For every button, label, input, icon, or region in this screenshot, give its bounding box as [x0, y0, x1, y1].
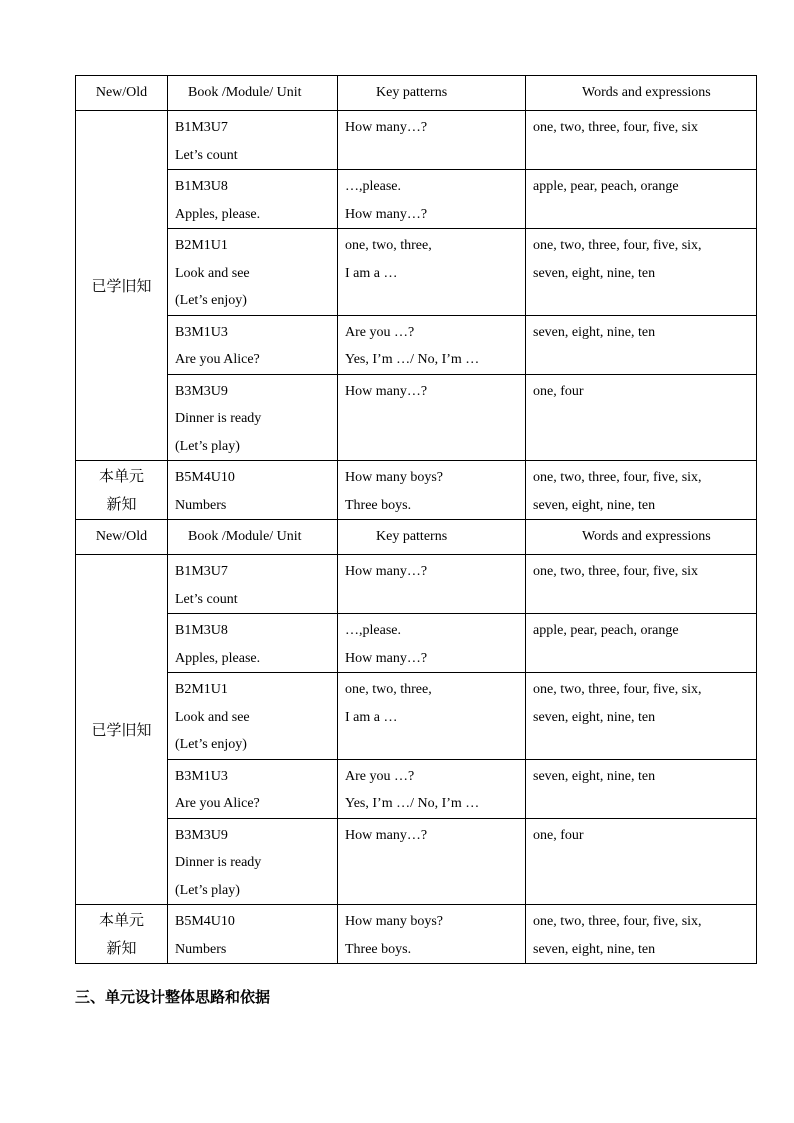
header-words-expressions: Words and expressions [526, 76, 757, 111]
cell-line: B5M4U10 [175, 470, 235, 485]
cell-line: one, two, three, four, five, six, [533, 682, 702, 697]
words-cell [526, 555, 757, 614]
cell-line: (Let’s play) [175, 882, 240, 898]
cell-line: How many…? [345, 120, 428, 135]
group-label [76, 905, 168, 964]
unit-cell [168, 555, 338, 614]
cell-line: Numbers [175, 497, 227, 513]
table-row [76, 170, 757, 229]
cell-line: Let’s count [175, 591, 238, 607]
cell-line: Are you Alice? [175, 352, 260, 367]
group-label-line: 本单元 [98, 911, 144, 929]
cell-line: Look and see [175, 709, 250, 725]
cell-line: Three boys. [345, 497, 412, 513]
cell-line: …,please. [345, 179, 401, 194]
words-cell [526, 170, 757, 229]
cell-line: B2M1U1 [175, 682, 228, 697]
cell-line: apple, pear, peach, orange [533, 179, 679, 194]
cell-line: B1M3U7 [175, 564, 228, 579]
table-row [76, 673, 757, 760]
unit-cell [168, 374, 338, 461]
cell-line: seven, eight, nine, ten [533, 941, 656, 957]
key-patterns-cell [338, 614, 526, 673]
unit-cell [168, 315, 338, 374]
cell-line: How many…? [345, 827, 428, 843]
words-cell [526, 374, 757, 461]
group-label-line: 已学旧知 [91, 276, 152, 295]
words-cell [526, 818, 757, 905]
cell-line: one, two, three, [345, 682, 432, 697]
header-new-old: New/Old [76, 76, 168, 111]
unit-cell [168, 905, 338, 964]
cell-line: Let’s count [175, 147, 238, 163]
cell-line: seven, eight, nine, ten [533, 768, 656, 784]
cell-line: one, two, three, four, five, six [533, 564, 699, 579]
table-row [76, 374, 757, 461]
cell-line: I am a … [345, 709, 398, 725]
words-cell [526, 229, 757, 316]
header-new-old: New/Old [76, 520, 168, 555]
cell-line: How many boys? [345, 470, 443, 485]
key-patterns-cell [338, 111, 526, 170]
group-label [76, 111, 168, 461]
cell-line: apple, pear, peach, orange [533, 623, 679, 638]
cell-line: Apples, please. [175, 650, 261, 666]
cell-line: B3M3U9 [175, 383, 228, 399]
words-cell [526, 614, 757, 673]
cell-line: one, two, three, [345, 238, 432, 253]
header-key-patterns: Key patterns [338, 76, 526, 111]
cell-line: B3M1U3 [175, 324, 228, 340]
cell-line: Look and see [175, 265, 250, 281]
header-words-expressions: Words and expressions [526, 520, 757, 555]
cell-line: one, four [533, 827, 584, 843]
unit-cell [168, 673, 338, 760]
group-label-line: 已学旧知 [91, 720, 152, 739]
table-row [76, 759, 757, 818]
cell-line: Are you …? [345, 768, 415, 784]
words-cell [526, 111, 757, 170]
words-cell [526, 315, 757, 374]
cell-line: Yes, I’m …/ No, I’m … [345, 352, 480, 367]
key-patterns-cell [338, 315, 526, 374]
words-cell [526, 673, 757, 760]
table-row [76, 315, 757, 374]
cell-line: How many boys? [345, 914, 443, 929]
cell-line: B2M1U1 [175, 238, 228, 253]
table-row [76, 111, 757, 170]
cell-line: B1M3U7 [175, 120, 228, 135]
unit-cell [168, 229, 338, 316]
unit-cell [168, 759, 338, 818]
cell-line: B3M1U3 [175, 768, 228, 784]
words-cell [526, 461, 757, 520]
unit-comparison-table [75, 75, 757, 964]
cell-line: B1M3U8 [175, 179, 228, 194]
cell-line: Are you …? [345, 324, 415, 340]
header-row [76, 76, 757, 111]
cell-line: seven, eight, nine, ten [533, 709, 656, 725]
table-row [76, 555, 757, 614]
cell-line: one, two, three, four, five, six, [533, 470, 702, 485]
cell-line: one, two, three, four, five, six, [533, 238, 702, 253]
cell-line: How many…? [345, 206, 428, 222]
key-patterns-cell [338, 374, 526, 461]
key-patterns-cell [338, 905, 526, 964]
header-key-patterns: Key patterns [338, 520, 526, 555]
cell-line: seven, eight, nine, ten [533, 497, 656, 513]
cell-line: B1M3U8 [175, 623, 228, 638]
header-book-module-unit: Book /Module/ Unit [168, 520, 338, 555]
cell-line: How many…? [345, 383, 428, 399]
key-patterns-cell [338, 759, 526, 818]
cell-line: seven, eight, nine, ten [533, 265, 656, 281]
key-patterns-cell [338, 229, 526, 316]
key-patterns-cell [338, 555, 526, 614]
cell-line: (Let’s enjoy) [175, 737, 247, 752]
cell-line: one, two, three, four, five, six [533, 120, 699, 135]
unit-cell [168, 818, 338, 905]
group-label-line: 新知 [106, 495, 137, 513]
cell-line: B5M4U10 [175, 914, 235, 929]
words-cell [526, 905, 757, 964]
cell-line: one, four [533, 383, 584, 399]
cell-line: Dinner is ready [175, 855, 262, 870]
cell-line: seven, eight, nine, ten [533, 324, 656, 340]
section-heading: 三、单元设计整体思路和依据 [75, 988, 271, 1006]
cell-line: Are you Alice? [175, 796, 260, 811]
header-book-module-unit: Book /Module/ Unit [168, 76, 338, 111]
unit-cell [168, 461, 338, 520]
table-row [76, 614, 757, 673]
key-patterns-cell [338, 673, 526, 760]
cell-line: one, two, three, four, five, six, [533, 914, 702, 929]
cell-line: How many…? [345, 564, 428, 579]
header-row [76, 520, 757, 555]
words-cell [526, 759, 757, 818]
unit-cell [168, 614, 338, 673]
cell-line: (Let’s enjoy) [175, 293, 247, 308]
group-label-line: 本单元 [98, 467, 144, 485]
group-label-line: 新知 [106, 939, 137, 957]
cell-line: How many…? [345, 650, 428, 666]
table-body [76, 76, 757, 964]
table-row [76, 461, 757, 520]
cell-line: …,please. [345, 623, 401, 638]
group-label [76, 555, 168, 905]
table-row [76, 818, 757, 905]
unit-cell [168, 111, 338, 170]
cell-line: Yes, I’m …/ No, I’m … [345, 796, 480, 811]
table-row [76, 229, 757, 316]
cell-line: B3M3U9 [175, 827, 228, 843]
table-row [76, 905, 757, 964]
key-patterns-cell [338, 461, 526, 520]
cell-line: Dinner is ready [175, 411, 262, 426]
cell-line: Numbers [175, 941, 227, 957]
cell-line: I am a … [345, 265, 398, 281]
cell-line: Apples, please. [175, 206, 261, 222]
key-patterns-cell [338, 818, 526, 905]
unit-cell [168, 170, 338, 229]
key-patterns-cell [338, 170, 526, 229]
group-label [76, 461, 168, 520]
cell-line: Three boys. [345, 941, 412, 957]
cell-line: (Let’s play) [175, 438, 240, 454]
